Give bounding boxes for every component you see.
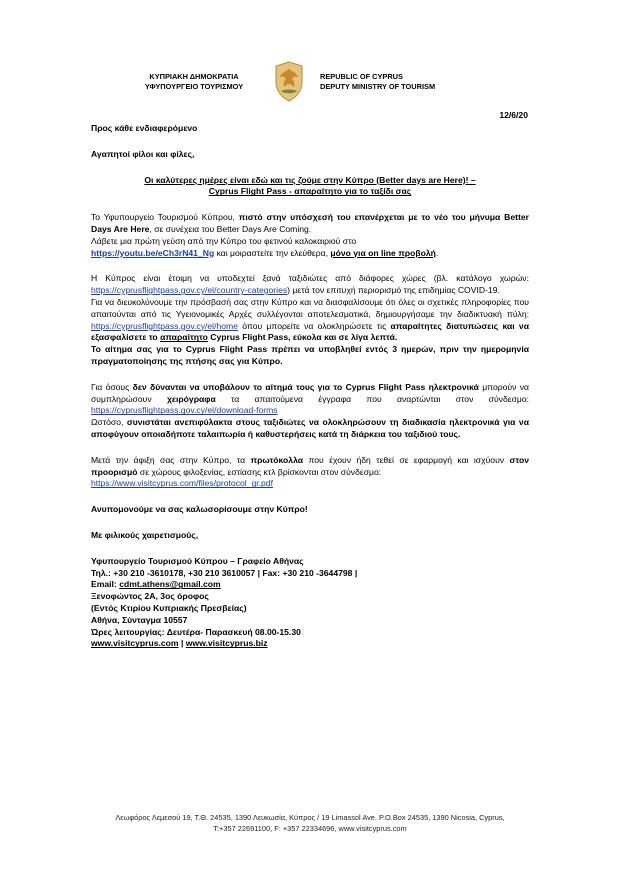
p3-text-e: τα απαιτούμενα έγγραφα που αναρτώνται στον σύνδεσμο: (215, 393, 530, 404)
greeting-salutation (91, 149, 529, 161)
country-categories-link[interactable]: https://cyprusflightpass.gov.cy/el/country-categories (91, 285, 288, 296)
paragraph-flight-pass (91, 273, 529, 367)
protocol-pdf-link[interactable]: https://www.visitcyprus.com/files/protocol_gr.pdf (91, 478, 273, 489)
closing-welcome-text: Ανυπομονούμε να σας καλωσορίσουμε στην Κύπρο! (91, 504, 308, 515)
p4-text-b: πρωτόκολλα (250, 454, 304, 465)
closing-regards (91, 530, 529, 542)
p1-text-d: Λάβετε μια πρώτη γεύση από την Κύπρο του φετινού καλοκαιριού στο (91, 235, 357, 246)
p4-text-a: Μετά την άφιξη σας στην Κύπρο, τα (91, 454, 251, 465)
footer-contact: T:+357 22691100, F: +357 22334696, www.visitcyprus.com (213, 824, 407, 833)
signature-hours: Ώρες λειτουργίας: Δευτέρα- Παρασκευή 08.00-15.30 (91, 626, 301, 637)
p1-text-a: Το Υφυπουργείο Τουρισμού Κύπρου, (91, 212, 239, 223)
signature-address-street: Ξενοφώντος 2Α, 3ος όροφος (91, 591, 209, 602)
p3-text-d: χειρόγραφα (166, 393, 216, 404)
paragraph-paper-forms (91, 382, 529, 441)
footer-address: Λεωφόρος Λεμεσού 19, Τ.Θ. 24535, 1390 Λευκωσία, Κύπρος / 19 Limassol Ave. P.O.Box 24535, 1390 Nicosia, Cyprus, (115, 813, 505, 822)
p1-text-g: . (435, 247, 439, 258)
p2-text-g: Cyprus Flight Pass, εύκολα και σε λίγα λεπτά. (207, 332, 398, 343)
p3-text-b: δεν δύνανται να υποβάλουν το αίτημά τους για το Cyprus Flight Pass ηλεκτρονικά (132, 381, 479, 392)
signature-phones: Τηλ.: +30 210 -3610178, +30 210 3610057 | Fax: +30 210 -3644798 | (91, 567, 358, 578)
p4-text-c: που έχουν ήδη τεθεί σε εφαρμογή και ισχύουν (303, 454, 510, 465)
greeting-recipient-text: Προς κάθε ενδιαφερόμενο (91, 123, 198, 133)
signature-email-label: Email: (91, 579, 120, 590)
download-forms-link[interactable]: https://cyprusflightpass.gov.cy/el/download-forms (91, 405, 278, 416)
p3-text-a: Για όσους (91, 381, 133, 392)
closing-welcome (91, 504, 529, 516)
signature-block (91, 556, 529, 650)
paragraph-intro (91, 212, 529, 259)
signature-web-separator: | (178, 638, 186, 649)
p2-text-c: Για να διευκολύνουμε την πρόσβασή σας στην Κύπρο και να διασφαλίσουμε ότι όλες οι σχετικές πληροφορίες που απαιτούνται από τις Υγειονομικές Αρχές συλλέγονται αποτελεσματικά, δημιουργήσαμε την διαδικτυακή πύλη: (91, 296, 529, 319)
subject-line2: Cyprus Flight Pass - απαραίτητο για το ταξίδι σας (208, 186, 412, 197)
closing-regards-text: Με φιλικούς χαιρετισμούς, (91, 529, 199, 540)
letterhead-greek-line2: ΥΦΥΠΟΥΡΓΕΙΟ ΤΟΥΡΙΣΜΟΥ (144, 82, 244, 91)
p2-text-b: ) μετά τον επιτυχή περιορισμό της επιδημίας COVID-19. (287, 285, 500, 296)
p2-text-f: απαραίτητο (160, 332, 208, 343)
letter-date: 12/6/20 (499, 110, 528, 120)
p4-text-d: στον προορισμό (91, 454, 529, 477)
visitcyprus-com-link[interactable]: www.visitcyprus.com (91, 638, 179, 649)
letterhead-english-line2: DEPUTY MINISTRY OF TOURISM (320, 82, 436, 91)
p2-text-d: όπου μπορείτε να ολοκληρώσετε τις (237, 320, 391, 331)
p1-text-c: , σε συνέχεια του Better Days Are Coming. (149, 223, 312, 234)
flightpass-home-link[interactable]: https://cyprusflightpass.gov.cy/el/home (91, 320, 238, 331)
p2-text-e: απαραίτητες διατυπώσεις και να εξασφαλίσετε το (91, 320, 529, 343)
paragraph-protocols (91, 455, 529, 490)
signature-office: Υφυπουργείο Τουρισμού Κύπρου – Γραφείο Αθήνας (91, 555, 304, 566)
greeting-salutation-text: Αγαπητοί φίλοι και φίλες, (91, 148, 195, 159)
cyprus-coat-of-arms-icon (272, 60, 306, 102)
p2-text-h: Το αίτημα σας για το Cyprus Flight Pass πρέπει να υποβληθεί εντός 3 ημερών, πριν την ημερομηνία πραγματοποίησης της πτήσης σας για Κύπρο. (91, 344, 529, 366)
p1-text-f: μόνο για on line προβολή (330, 247, 436, 258)
subject-line1: Οι καλύτερες ημέρες είναι εδώ και τις ζούμε στην Κύπρο (Better days are Here)! – (144, 174, 476, 185)
p1-text-e: και μοιραστείτε την ελεύθερα, (214, 247, 331, 258)
letterhead-greek-line1: ΚΥΠΡΙΑΚΗ ΔΗΜΟΚΡΑΤΙΑ (149, 72, 239, 81)
letterhead-greek (130, 72, 258, 92)
signature-address-building: (Εντός Κτιρίου Κυπριακής Πρεσβείας) (91, 602, 247, 613)
p1-text-b: πιστό στην υπόσχεσή του επανέρχεται με το νέο του μήνυμα Better Days Are Here (91, 212, 529, 234)
p2-text-a: Η Κύπρος είναι έτοιμη να υποδεχτεί ξανά ταξιδιώτες από διάφορες χώρες (βλ. κατάλογο χωρών: (91, 273, 529, 284)
subject-heading (91, 175, 529, 199)
greeting-recipient (91, 123, 529, 135)
letterhead-english-line1: REPUBLIC OF CYPRUS (320, 72, 403, 81)
p3-text-f: Ωστόσο, (91, 417, 127, 428)
signature-address-city: Αθήνα, Σύνταγμα 10557 (91, 614, 188, 625)
visitcyprus-biz-link[interactable]: www.visitcyprus.biz (185, 638, 268, 649)
p3-text-g: συνιστάται ανεπιφύλακτα στους ταξιδιώτες να ολοκληρώσουν τη διαδικασία ηλεκτρονικά για να αποφύγουν οποιαδήποτε ταλαιπωρία ή καθυστερήσεις κατά τη διάρκεια του ταξιδιού τους. (91, 417, 529, 439)
p3-text-c: μπορούν να συμπληρώσουν (91, 381, 529, 404)
p4-text-e: σε χώρους φιλοξενίας, εστίασης κτλ βρίσκονται στον σύνδεσμο: (137, 466, 382, 477)
signature-email-link[interactable]: cdmt.athens@gmail.com (119, 579, 221, 590)
letter-body (91, 123, 529, 650)
letterhead-english (320, 72, 470, 92)
youtube-link[interactable]: https://youtu.be/eCh3rN41_Ng (91, 247, 215, 258)
letter-footer (60, 812, 560, 834)
